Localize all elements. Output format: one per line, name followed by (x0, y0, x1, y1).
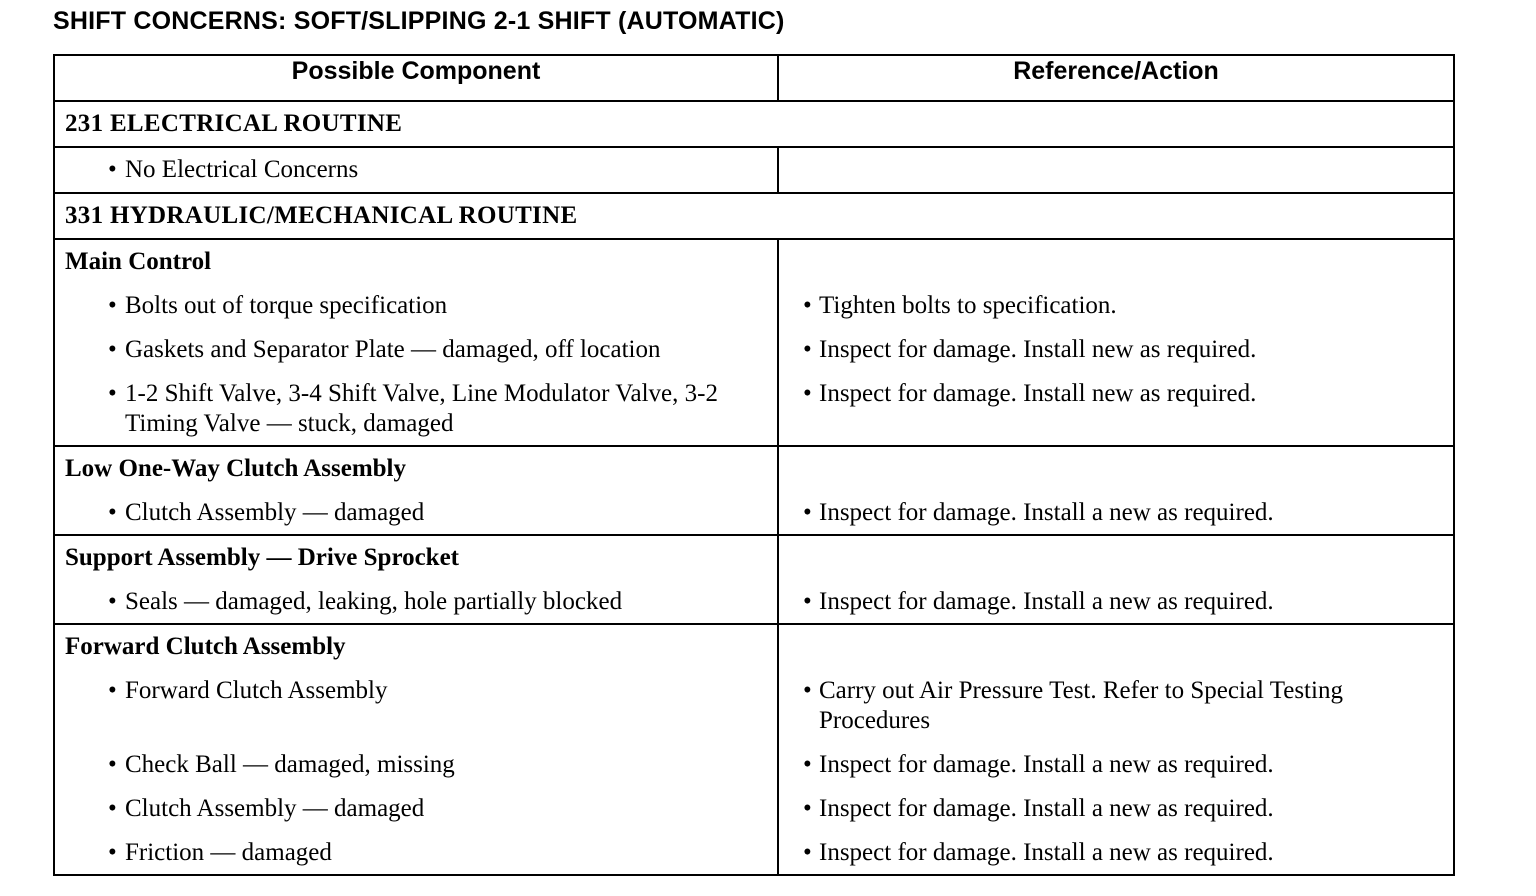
table-header-row (54, 55, 1454, 101)
action-text: • Carry out Air Pressure Test. Refer to Special Testing Procedures (789, 676, 1443, 736)
section-row-hydraulic (54, 193, 1454, 239)
component-text: • Forward Clutch Assembly (65, 676, 767, 706)
component-cell (54, 831, 778, 875)
action-cell (778, 239, 1454, 284)
action-text: • Inspect for damage. Install new as required. (789, 335, 1443, 365)
action-text: • Tighten bolts to specification. (789, 291, 1443, 321)
component-text: • No Electrical Concerns (65, 155, 767, 185)
group-heading: Forward Clutch Assembly (54, 624, 778, 669)
component-text: • Clutch Assembly — damaged (65, 794, 767, 824)
group-heading: Low One-Way Clutch Assembly (54, 446, 778, 491)
component-cell (54, 669, 778, 743)
column-header-reference: Reference/Action (778, 55, 1454, 101)
component-cell (54, 743, 778, 787)
action-cell (778, 624, 1454, 669)
group-row-low-one-way-clutch (54, 446, 1454, 491)
table-row (54, 787, 1454, 831)
component-text: • Bolts out of torque specification (65, 291, 767, 321)
group-heading: Support Assembly — Drive Sprocket (54, 535, 778, 580)
action-cell (778, 491, 1454, 535)
table-row (54, 372, 1454, 446)
component-text: • Check Ball — damaged, missing (65, 750, 767, 780)
table-row (54, 669, 1454, 743)
component-text: • Friction — damaged (65, 838, 767, 868)
table-row (54, 743, 1454, 787)
component-cell (54, 328, 778, 372)
section-row-electrical (54, 101, 1454, 147)
shift-concerns-table (53, 54, 1455, 876)
action-cell (778, 580, 1454, 624)
group-row-main-control (54, 239, 1454, 284)
component-cell (54, 147, 778, 193)
action-cell (778, 446, 1454, 491)
component-cell (54, 372, 778, 446)
action-cell (778, 787, 1454, 831)
table-row (54, 580, 1454, 624)
component-text: • Clutch Assembly — damaged (65, 498, 767, 528)
table-row (54, 147, 1454, 193)
page-title: SHIFT CONCERNS: SOFT/SLIPPING 2-1 SHIFT (AUTOMATIC) (53, 7, 785, 35)
action-cell (778, 535, 1454, 580)
section-heading-hydraulic: 331 HYDRAULIC/MECHANICAL ROUTINE (54, 193, 1454, 239)
table-row (54, 831, 1454, 875)
section-heading-electrical: 231 ELECTRICAL ROUTINE (54, 101, 1454, 147)
action-cell (778, 743, 1454, 787)
component-cell (54, 491, 778, 535)
action-cell (778, 372, 1454, 446)
component-cell (54, 284, 778, 328)
action-cell (778, 669, 1454, 743)
action-cell (778, 147, 1454, 193)
action-text: • Inspect for damage. Install a new as required. (789, 587, 1443, 617)
action-text: • Inspect for damage. Install new as required. (789, 379, 1443, 409)
table-row (54, 284, 1454, 328)
group-row-forward-clutch (54, 624, 1454, 669)
action-text: • Inspect for damage. Install a new as required. (789, 750, 1443, 780)
table-row (54, 328, 1454, 372)
group-row-support-assembly (54, 535, 1454, 580)
action-text: • Inspect for damage. Install a new as required. (789, 838, 1443, 868)
component-text: • Seals — damaged, leaking, hole partially blocked (65, 587, 767, 617)
action-text: • Inspect for damage. Install a new as required. (789, 794, 1443, 824)
action-text: • Inspect for damage. Install a new as required. (789, 498, 1443, 528)
action-cell (778, 328, 1454, 372)
action-cell (778, 284, 1454, 328)
column-header-component: Possible Component (54, 55, 778, 101)
component-cell (54, 787, 778, 831)
group-heading: Main Control (54, 239, 778, 284)
component-cell (54, 580, 778, 624)
action-cell (778, 831, 1454, 875)
table-row (54, 491, 1454, 535)
component-text: • Gaskets and Separator Plate — damaged, off location (65, 335, 767, 365)
component-text: • 1-2 Shift Valve, 3-4 Shift Valve, Line Modulator Valve, 3-2 Timing Valve — stuck, damaged (65, 379, 767, 439)
